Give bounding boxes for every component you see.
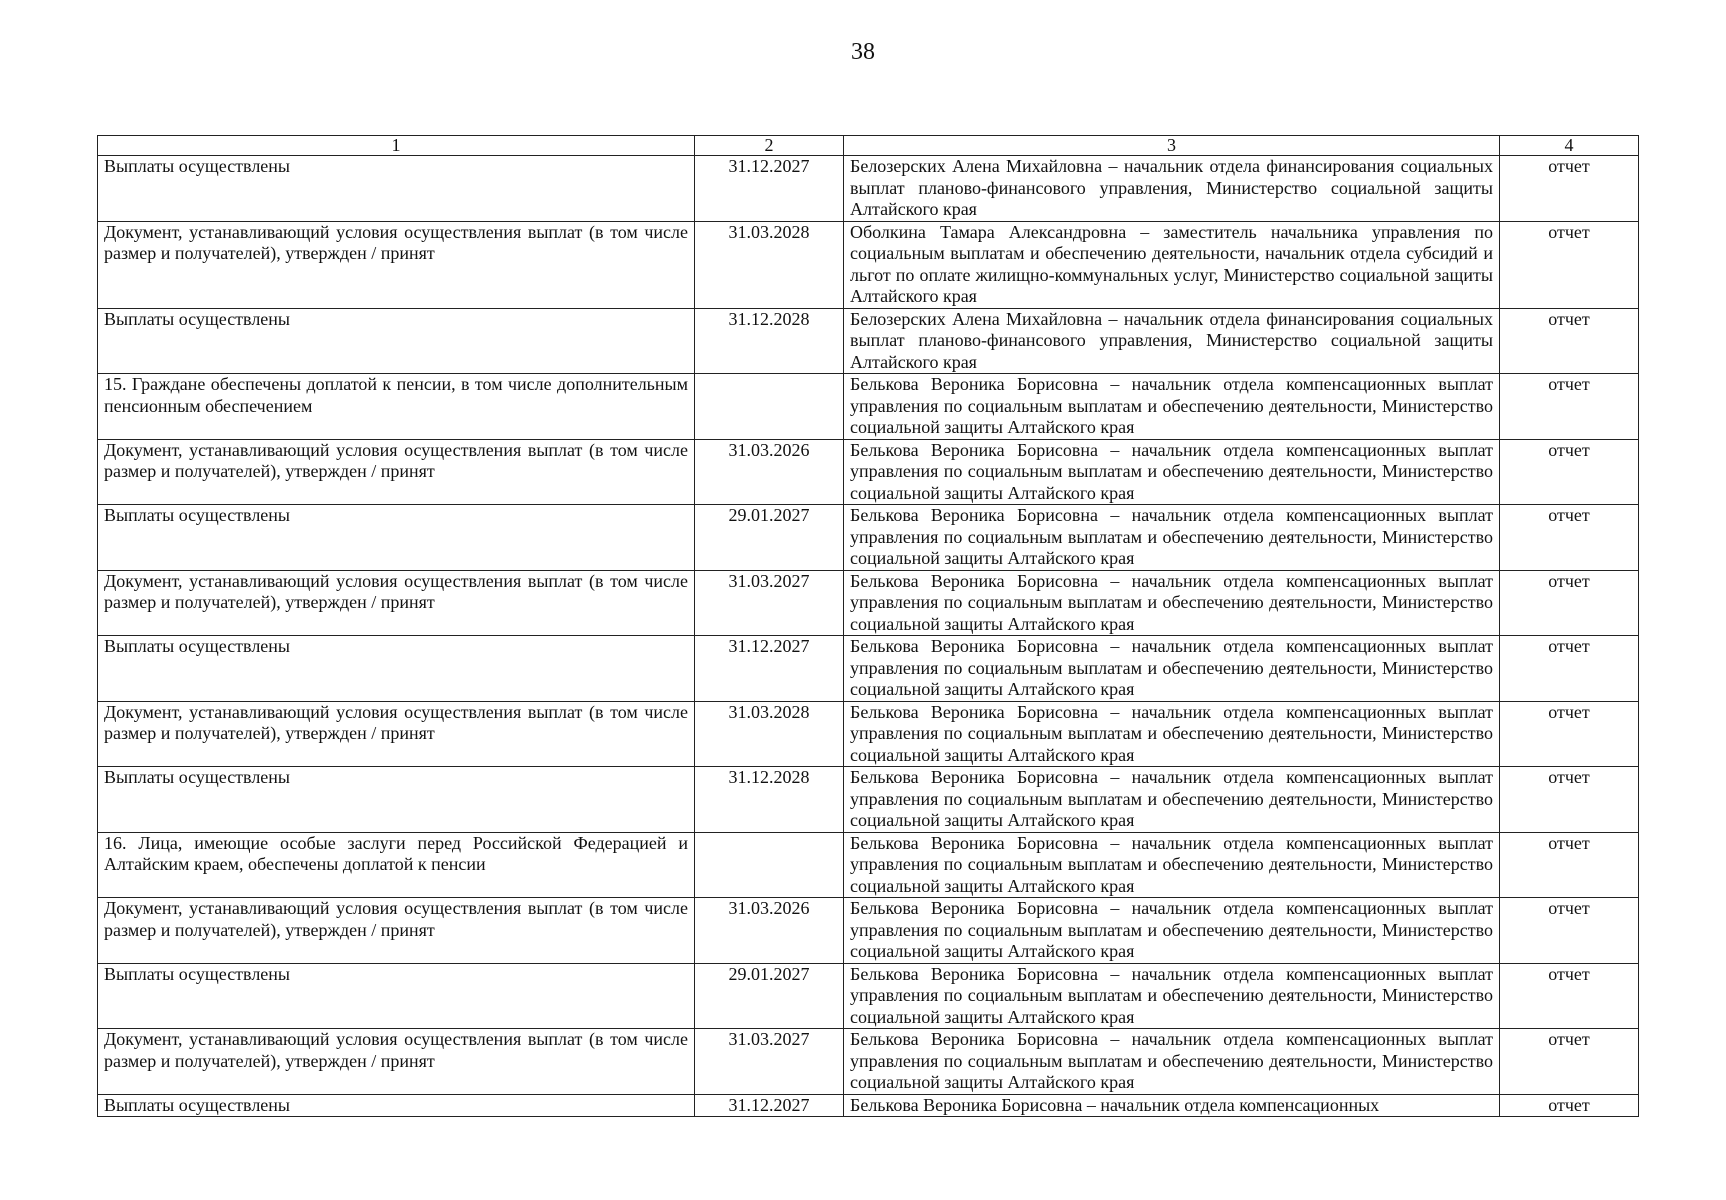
responsible-cell: Белькова Вероника Борисовна – начальник отдела компенсационных выплат управления по социальным выплатам и обеспечению деятельности, Министерство социальной защиты Алтайского края (844, 439, 1500, 505)
date-cell (695, 832, 844, 898)
date-cell: 31.03.2027 (695, 1029, 844, 1095)
milestone-cell: Документ, устанавливающий условия осуществления выплат (в том числе размер и получателей), утвержден / принят (98, 439, 695, 505)
output-cell: отчет (1500, 898, 1639, 964)
responsible-cell: Белькова Вероника Борисовна – начальник отдела компенсационных выплат управления по социальным выплатам и обеспечению деятельности, Министерство социальной защиты Алтайского края (844, 505, 1500, 571)
milestone-cell: Выплаты осуществлены (98, 1094, 695, 1117)
milestone-cell: Выплаты осуществлены (98, 308, 695, 374)
milestone-cell: Документ, устанавливающий условия осуществления выплат (в том числе размер и получателей), утвержден / принят (98, 1029, 695, 1095)
milestone-cell: Документ, устанавливающий условия осуществления выплат (в том числе размер и получателей), утвержден / принят (98, 701, 695, 767)
date-cell: 29.01.2027 (695, 505, 844, 571)
milestone-cell: 15. Граждане обеспечены доплатой к пенсии, в том числе дополнительным пенсионным обеспечением (98, 374, 695, 440)
milestone-cell: Выплаты осуществлены (98, 156, 695, 222)
output-cell: отчет (1500, 701, 1639, 767)
date-cell: 31.03.2028 (695, 221, 844, 308)
date-cell: 31.12.2028 (695, 767, 844, 833)
output-cell: отчет (1500, 1094, 1639, 1117)
output-cell: отчет (1500, 1029, 1639, 1095)
output-cell: отчет (1500, 570, 1639, 636)
table-row (98, 832, 1639, 898)
table-row (98, 636, 1639, 702)
responsible-cell: Белькова Вероника Борисовна – начальник отдела компенсационных выплат управления по социальным выплатам и обеспечению деятельности, Министерство социальной защиты Алтайского края (844, 832, 1500, 898)
responsible-cell: Белькова Вероника Борисовна – начальник отдела компенсационных выплат управления по социальным выплатам и обеспечению деятельности, Министерство социальной защиты Алтайского края (844, 374, 1500, 440)
date-cell: 29.01.2027 (695, 963, 844, 1029)
table-row (98, 963, 1639, 1029)
date-cell (695, 374, 844, 440)
output-cell: отчет (1500, 221, 1639, 308)
table-row (98, 767, 1639, 833)
date-cell: 31.12.2027 (695, 1094, 844, 1117)
table-row (98, 439, 1639, 505)
table-row (98, 570, 1639, 636)
column-header-3: 3 (844, 136, 1500, 156)
milestone-cell: Выплаты осуществлены (98, 636, 695, 702)
responsible-cell: Белькова Вероника Борисовна – начальник отдела компенсационных выплат управления по социальным выплатам и обеспечению деятельности, Министерство социальной защиты Алтайского края (844, 701, 1500, 767)
milestone-cell: Документ, устанавливающий условия осуществления выплат (в том числе размер и получателей), утвержден / принят (98, 221, 695, 308)
output-cell: отчет (1500, 374, 1639, 440)
output-cell: отчет (1500, 439, 1639, 505)
table-row (98, 156, 1639, 222)
output-cell: отчет (1500, 832, 1639, 898)
table-row (98, 374, 1639, 440)
table-row (98, 221, 1639, 308)
table-body (98, 156, 1639, 1117)
milestone-cell: Документ, устанавливающий условия осуществления выплат (в том числе размер и получателей), утвержден / принят (98, 570, 695, 636)
milestone-cell: Выплаты осуществлены (98, 767, 695, 833)
table-row (98, 1029, 1639, 1095)
responsible-cell: Белькова Вероника Борисовна – начальник отдела компенсационных выплат управления по социальным выплатам и обеспечению деятельности, Министерство социальной защиты Алтайского края (844, 898, 1500, 964)
date-cell: 31.12.2027 (695, 636, 844, 702)
output-cell: отчет (1500, 636, 1639, 702)
date-cell: 31.12.2027 (695, 156, 844, 222)
date-cell: 31.03.2026 (695, 898, 844, 964)
date-cell: 31.03.2026 (695, 439, 844, 505)
output-cell: отчет (1500, 963, 1639, 1029)
date-cell: 31.03.2028 (695, 701, 844, 767)
output-cell: отчет (1500, 505, 1639, 571)
milestone-cell: 16. Лица, имеющие особые заслуги перед Российской Федерацией и Алтайским краем, обеспечены доплатой к пенсии (98, 832, 695, 898)
milestone-cell: Документ, устанавливающий условия осуществления выплат (в том числе размер и получателей), утвержден / принят (98, 898, 695, 964)
output-cell: отчет (1500, 308, 1639, 374)
table-row (98, 898, 1639, 964)
output-cell: отчет (1500, 156, 1639, 222)
date-cell: 31.12.2028 (695, 308, 844, 374)
date-cell: 31.03.2027 (695, 570, 844, 636)
responsible-cell: Белькова Вероника Борисовна – начальник отдела компенсационных выплат управления по социальным выплатам и обеспечению деятельности, Министерство социальной защиты Алтайского края (844, 1029, 1500, 1095)
responsible-cell: Оболкина Тамара Александровна – заместитель начальника управления по социальным выплатам и обеспечению деятельности, начальник отдела субсидий и льгот по оплате жилищно-коммунальных услуг, Министерство социальной защиты Алтайского края (844, 221, 1500, 308)
table-row (98, 505, 1639, 571)
table-header-row (98, 136, 1639, 156)
responsible-cell: Белькова Вероника Борисовна – начальник отдела компенсационных выплат управления по социальным выплатам и обеспечению деятельности, Министерство социальной защиты Алтайского края (844, 636, 1500, 702)
responsible-cell: Белькова Вероника Борисовна – начальник отдела компенсационных (844, 1094, 1500, 1117)
responsible-cell: Белькова Вероника Борисовна – начальник отдела компенсационных выплат управления по социальным выплатам и обеспечению деятельности, Министерство социальной защиты Алтайского края (844, 963, 1500, 1029)
column-header-4: 4 (1500, 136, 1639, 156)
table-row (98, 1094, 1639, 1117)
column-header-1: 1 (98, 136, 695, 156)
table-row (98, 701, 1639, 767)
table-row (98, 308, 1639, 374)
output-cell: отчет (1500, 767, 1639, 833)
milestone-cell: Выплаты осуществлены (98, 963, 695, 1029)
responsible-cell: Белькова Вероника Борисовна – начальник отдела компенсационных выплат управления по социальным выплатам и обеспечению деятельности, Министерство социальной защиты Алтайского края (844, 570, 1500, 636)
responsible-cell: Белозерских Алена Михайловна – начальник отдела финансирования социальных выплат планово-финансового управления, Министерство социальной защиты Алтайского края (844, 308, 1500, 374)
responsible-cell: Белькова Вероника Борисовна – начальник отдела компенсационных выплат управления по социальным выплатам и обеспечению деятельности, Министерство социальной защиты Алтайского края (844, 767, 1500, 833)
milestone-cell: Выплаты осуществлены (98, 505, 695, 571)
column-header-2: 2 (695, 136, 844, 156)
page-number: 38 (851, 39, 875, 65)
schedule-table (97, 135, 1639, 1117)
responsible-cell: Белозерских Алена Михайловна – начальник отдела финансирования социальных выплат планово-финансового управления, Министерство социальной защиты Алтайского края (844, 156, 1500, 222)
